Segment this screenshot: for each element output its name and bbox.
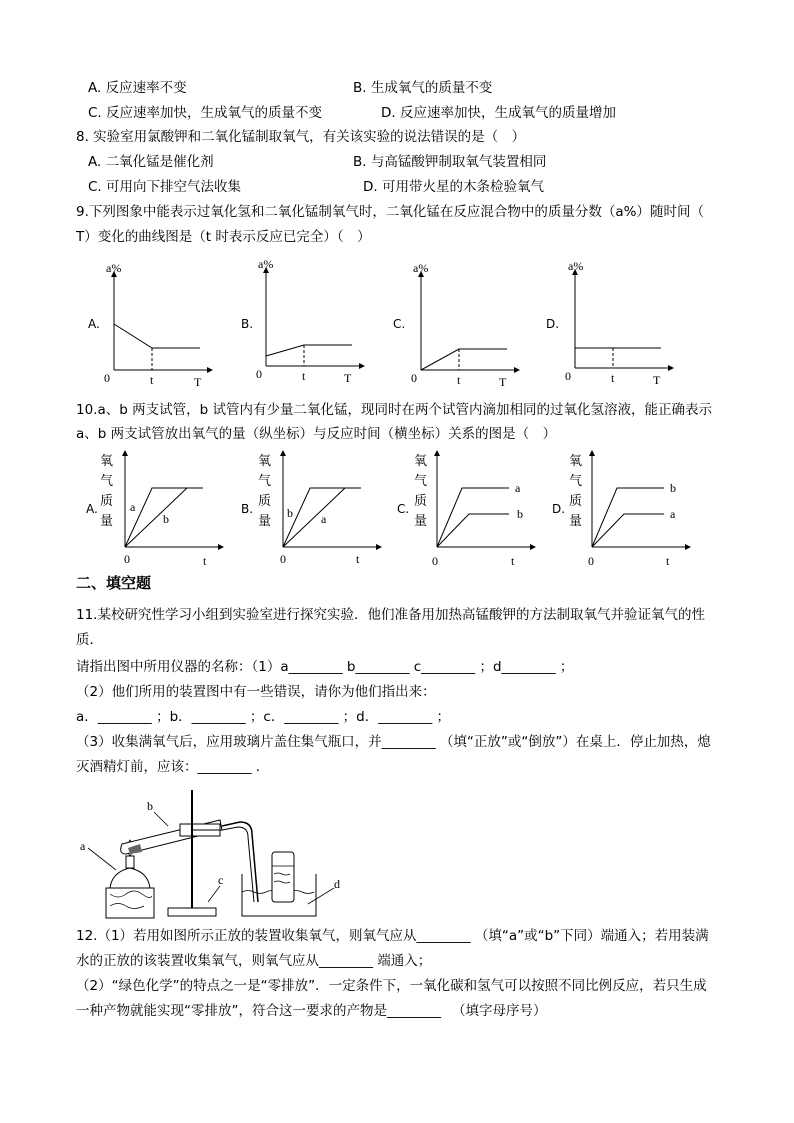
q10-graph-b bbox=[241, 451, 381, 566]
q12-line1: 12.（1）若用如图所示正放的装置收集氧气，则氧气应从________ （填“a”或“b”下同）端通入；若用装满 bbox=[76, 928, 709, 944]
svg-text:质: 质 bbox=[414, 494, 428, 509]
svg-text:T: T bbox=[499, 375, 507, 389]
q12-line4: 一种产物就能实现“零排放”，符合这一要求的产物是________ （填字母序号） bbox=[76, 1003, 547, 1019]
svg-text:t: t bbox=[666, 554, 670, 568]
q9-graph-c bbox=[393, 261, 519, 389]
label-a: a bbox=[80, 839, 86, 853]
svg-text:T: T bbox=[344, 371, 352, 385]
q11-line4: （2）他们所用的装置图中有一些错误，请你为他们指出来： bbox=[76, 684, 436, 700]
svg-text:0: 0 bbox=[280, 552, 286, 566]
q9-graphs bbox=[0, 250, 794, 395]
svg-text:0: 0 bbox=[124, 552, 130, 566]
svg-text:T: T bbox=[194, 375, 202, 389]
svg-text:b: b bbox=[287, 506, 293, 520]
q10-stem-line1: 10.a、b 两支试管，b 试管内有少量二氧化锰，现同时在两个试管内滴加相同的过氧化氢溶液，能正确表示 bbox=[76, 402, 712, 418]
q9-option-label: C. bbox=[393, 317, 406, 331]
svg-text:a: a bbox=[321, 512, 327, 526]
svg-text:t: t bbox=[457, 373, 461, 387]
q11-line5: a．________ ；b．________ ；c．________ ；d．________ ； bbox=[76, 709, 450, 725]
svg-text:气: 气 bbox=[414, 474, 428, 489]
svg-text:0: 0 bbox=[565, 369, 571, 383]
svg-text:t: t bbox=[356, 552, 360, 566]
svg-text:b: b bbox=[163, 512, 169, 526]
svg-text:量: 量 bbox=[100, 514, 114, 529]
q9-stem-line2: T）变化的曲线图是（t 时表示反应已完全）（ ） bbox=[76, 229, 371, 245]
svg-text:a: a bbox=[515, 481, 521, 495]
svg-text:a%: a% bbox=[413, 261, 429, 275]
svg-text:0: 0 bbox=[432, 554, 438, 568]
q8-option-b: B. 与高锰酸钾制取氧气装置相同 bbox=[353, 154, 547, 170]
q11-line2: 质． bbox=[76, 632, 103, 648]
svg-text:0: 0 bbox=[588, 554, 594, 568]
q10-graph-a bbox=[86, 451, 223, 568]
svg-text:b: b bbox=[517, 507, 523, 521]
q10-graph-c bbox=[397, 451, 535, 568]
q8-option-d: D. 可用带火星的木条检验氧气 bbox=[363, 179, 544, 195]
svg-text:量: 量 bbox=[569, 514, 583, 529]
svg-text:质: 质 bbox=[569, 494, 583, 509]
svg-text:量: 量 bbox=[414, 514, 428, 529]
q9-graph-d bbox=[546, 259, 673, 387]
svg-text:T: T bbox=[653, 373, 661, 387]
svg-text:t: t bbox=[511, 554, 515, 568]
svg-text:量: 量 bbox=[258, 514, 272, 529]
q10-curve-a bbox=[592, 514, 664, 547]
svg-text:a%: a% bbox=[258, 257, 274, 271]
svg-text:质: 质 bbox=[100, 494, 114, 509]
q10-curve-b bbox=[125, 488, 187, 547]
q12-line2: 水的正放的该装置收集氧气，则氧气应从________ 端通入； bbox=[76, 953, 432, 969]
q7-option-a: A. 反应速率不变 bbox=[88, 80, 187, 96]
svg-text:质: 质 bbox=[258, 494, 272, 509]
svg-text:氧: 氧 bbox=[569, 454, 583, 469]
svg-text:a: a bbox=[130, 500, 136, 514]
q9-curve bbox=[266, 345, 352, 356]
q9-graph-b bbox=[241, 257, 364, 385]
svg-text:0: 0 bbox=[256, 367, 262, 381]
q9-curve bbox=[114, 324, 200, 348]
section-heading: 二、填空题 bbox=[76, 574, 152, 592]
q9-option-label: B. bbox=[241, 317, 254, 331]
q9-curve bbox=[421, 349, 507, 370]
svg-text:0: 0 bbox=[411, 371, 417, 385]
svg-text:a: a bbox=[670, 507, 676, 521]
svg-text:气: 气 bbox=[100, 474, 114, 489]
q9-stem-line1: 9.下列图象中能表示过氧化氢和二氧化锰制氧气时，二氧化锰在反应混合物中的质量分数（a%）随时间（ bbox=[76, 204, 704, 220]
svg-text:t: t bbox=[150, 373, 154, 387]
q10-curve-a bbox=[437, 488, 509, 547]
q9-option-label: A. bbox=[88, 317, 100, 331]
q10-curve-b bbox=[592, 488, 664, 547]
svg-text:氧: 氧 bbox=[414, 454, 428, 469]
svg-text:a%: a% bbox=[568, 259, 584, 273]
q10-graph-d bbox=[552, 451, 690, 568]
q7-option-c: C. 反应速率加快，生成氧气的质量不变 bbox=[88, 105, 323, 121]
svg-text:t: t bbox=[302, 369, 306, 383]
svg-text:氧: 氧 bbox=[258, 454, 272, 469]
gas-bottle-icon bbox=[272, 852, 294, 902]
q11-line1: 11.某校研究性学习小组到实验室进行探究实验．他们准备用加热高锰酸钾的方法制取氧气并验证氧气的性 bbox=[76, 607, 705, 623]
q7-option-d: D. 反应速率加快，生成氧气的质量增加 bbox=[381, 105, 616, 121]
q7-option-b: B. 生成氧气的质量不变 bbox=[353, 80, 493, 96]
svg-text:t: t bbox=[611, 371, 615, 385]
q8-stem: 8. 实验室用氯酸钾和二氧化锰制取氧气，有关该实验的说法错误的是（ ） bbox=[76, 129, 526, 145]
q8-option-a: A. 二氧化锰是催化剂 bbox=[88, 154, 214, 170]
q10-option-label: A. bbox=[86, 502, 98, 516]
q11-line3: 请指出图中所用仪器的名称：（1）a________ b________ c________ ；d________ ； bbox=[76, 659, 574, 675]
svg-text:t: t bbox=[203, 554, 207, 568]
label-c: c bbox=[218, 873, 224, 887]
svg-text:0: 0 bbox=[104, 371, 110, 385]
label-b: b bbox=[147, 799, 153, 813]
q12-line3: （2）“绿色化学”的特点之一是“零排放”．一定条件下，一氧化碳和氢气可以按照不同比例反应，若只生成 bbox=[76, 978, 707, 994]
q10-graphs bbox=[0, 447, 794, 572]
apparatus-figure bbox=[70, 782, 360, 922]
label-d: d bbox=[334, 877, 340, 891]
q10-curve-b bbox=[437, 514, 509, 547]
q10-option-label: B. bbox=[241, 502, 254, 516]
q9-option-label: D. bbox=[546, 317, 560, 331]
q11-line7: 灭酒精灯前，应该：________ ． bbox=[76, 759, 270, 775]
wood-block-icon bbox=[106, 888, 154, 918]
q10-option-label: D. bbox=[552, 502, 566, 516]
q10-stem-line2: a、b 两支试管放出氧气的量（纵坐标）与反应时间（横坐标）关系的图是（ ） bbox=[76, 426, 557, 442]
q10-option-label: C. bbox=[397, 502, 410, 516]
q9-y-label: a% bbox=[106, 261, 122, 275]
q9-graph-a bbox=[88, 261, 212, 389]
svg-text:气: 气 bbox=[258, 474, 272, 489]
svg-text:气: 气 bbox=[569, 474, 583, 489]
q11-line6: （3）收集满氧气后，应用玻璃片盖住集气瓶口，并________ （填“正放”或“倒放”）在桌上．停止加热，熄 bbox=[76, 734, 711, 750]
q8-option-c: C. 可用向下排空气法收集 bbox=[88, 179, 242, 195]
alcohol-lamp-icon bbox=[110, 868, 150, 888]
svg-text:氧: 氧 bbox=[100, 454, 114, 469]
svg-text:b: b bbox=[670, 481, 676, 495]
